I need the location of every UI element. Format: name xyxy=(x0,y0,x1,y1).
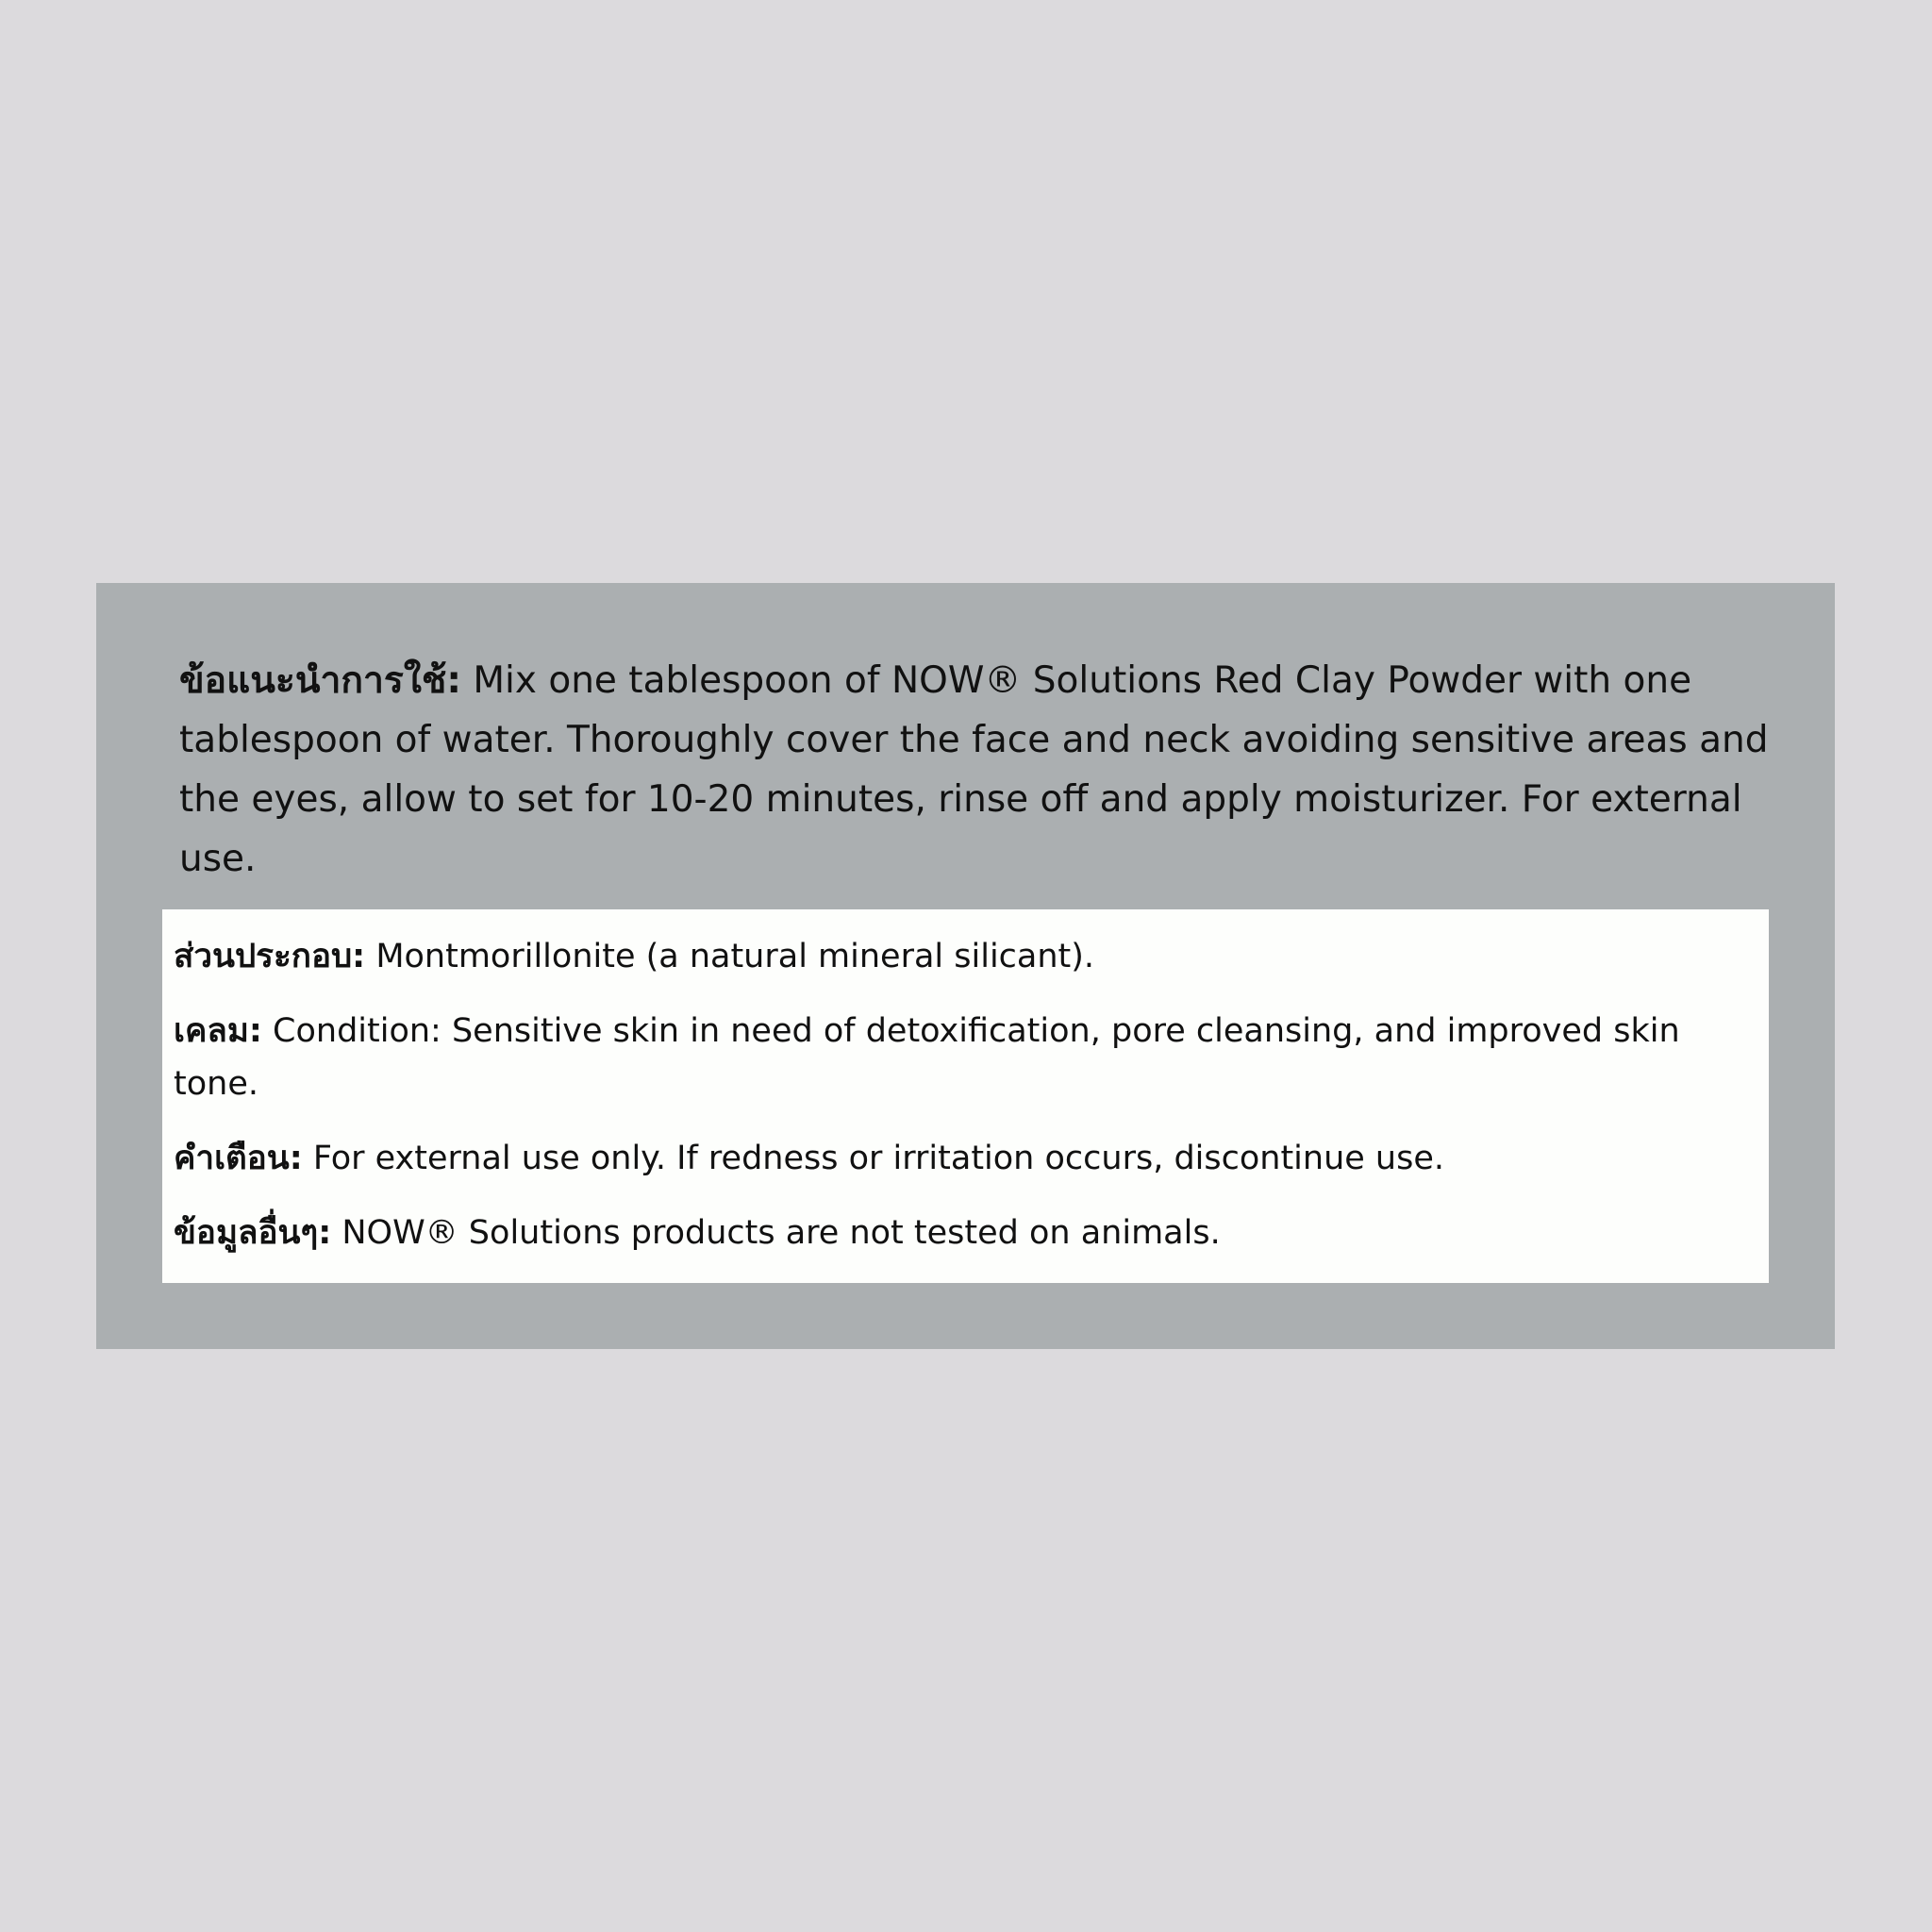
other-info-label: ข้อมูลอื่นๆ: xyxy=(174,1214,332,1252)
claims-text: Condition: Sensitive skin in need of detoxification, pore cleansing, and improved skin tone. xyxy=(174,1012,1680,1103)
other-info-row xyxy=(174,1207,1757,1259)
ingredients-text: Montmorillonite (a natural mineral silicant). xyxy=(365,938,1095,975)
directions-text: Mix one tablespoon of NOW® Solutions Red Clay Powder with one tablespoon of water. Thoroughly cover the face and neck avoiding sensitive areas and the eyes, allow to set for 10-20 minutes, rinse off and apply moisturizer. For external use. xyxy=(179,659,1769,880)
directions-label: ข้อแนะนำการใช้: xyxy=(179,659,461,702)
warnings-text: For external use only. If redness or irritation occurs, discontinue use. xyxy=(302,1140,1445,1177)
product-info-panel xyxy=(96,583,1835,1349)
directions-paragraph xyxy=(179,651,1783,889)
ingredients-row xyxy=(174,930,1757,983)
claims-label: เคลม: xyxy=(174,1012,262,1050)
warnings-row xyxy=(174,1132,1757,1185)
claims-row xyxy=(174,1005,1757,1110)
details-box xyxy=(162,909,1769,1283)
ingredients-label: ส่วนประกอบ: xyxy=(174,938,366,975)
warnings-label: คำเตือน: xyxy=(174,1140,303,1177)
other-info-text: NOW® Solutions products are not tested on animals. xyxy=(331,1214,1221,1252)
